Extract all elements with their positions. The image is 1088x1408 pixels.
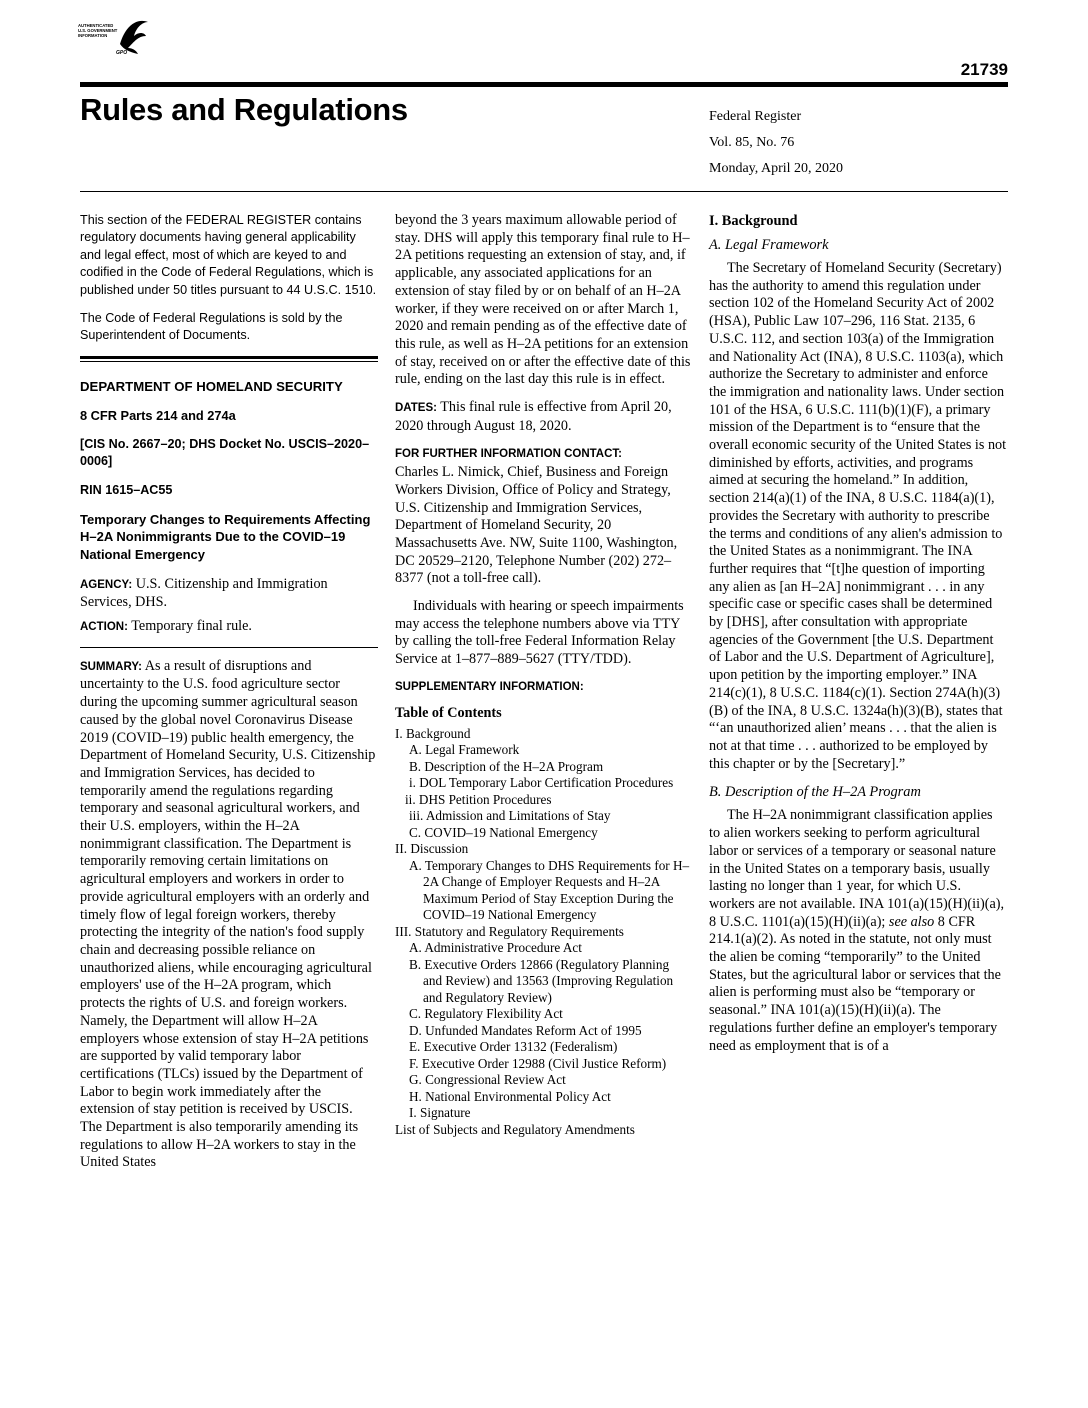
svg-text:U.S. GOVERNMENT: U.S. GOVERNMENT <box>78 28 118 33</box>
toc-heading: Table of Contents <box>395 704 502 721</box>
toc-item: C. Regulatory Flexibility Act <box>409 1006 563 1022</box>
summary-rule <box>80 647 378 648</box>
toc-item: ii. DHS Petition Procedures <box>405 791 552 807</box>
toc-item: E. Executive Order 13132 (Federalism) <box>409 1039 618 1055</box>
toc-item: List of Subjects and Regulatory Amendments <box>395 1121 635 1137</box>
dates-paragraph <box>395 399 691 435</box>
h2a-text-part2: 8 CFR 214.1(a)(2). As noted in the statute, not only must the alien be coming “temporarily” to the United States, but the agricultural labor or services that the alien is performing must also be “temporary or seasonal.” INA 101(a)(15)(H)(ii)(a). The regulations further define an employer's temporary need as employment that is of a <box>709 913 1001 1054</box>
toc-item: G. Congressional Review Act <box>409 1072 566 1088</box>
subsection-heading-h2a-program: B. Description of the H–2A Program <box>709 784 921 801</box>
gpo-authentication-logo <box>76 14 152 58</box>
see-also-italic: see also <box>888 913 935 930</box>
svg-text:INFORMATION: INFORMATION <box>78 33 108 38</box>
svg-text:GPO: GPO <box>116 50 128 56</box>
h2a-text-part1: The H–2A nonimmigrant classification applies to alien workers seeking to perform agricultural labor or services of a temporary or seasonal nature in the United States on a temporary basis, usually lasting no longer than 1 year, for which U.S. workers are not available. INA 101(a)(15)(H)(ii)(a), 8 U.S.C. 1101(a)(15)(H)(ii)(a); <box>709 807 1005 930</box>
toc-item: D. Unfunded Mandates Reform Act of 1995 <box>409 1022 642 1038</box>
table-of-contents <box>395 726 691 1139</box>
toc-item: B. Executive Orders 12866 (Regulatory Planning and Review) and 13563 (Improving Regulation and Regulatory Review) <box>409 956 674 1005</box>
publication-date: Monday, April 20, 2020 <box>709 161 844 176</box>
header-rule <box>80 82 1008 87</box>
section-heading-background: I. Background <box>709 213 798 229</box>
dates-text: This final rule is effective from April 20, 2020 through August 18, 2020. <box>395 399 672 434</box>
toc-item: I. Background <box>395 725 471 741</box>
publication-info <box>709 104 843 182</box>
agency-heading: DEPARTMENT OF HOMELAND SECURITY <box>80 378 343 394</box>
column-1 <box>80 212 378 1172</box>
agency-line <box>80 576 378 612</box>
section-note-p2: The Code of Federal Regulations is sold by the Superintendent of Documents. <box>80 311 343 343</box>
column-3 <box>709 212 1007 1055</box>
summary-paragraph <box>80 658 378 1172</box>
section-title: Rules and Regulations <box>80 92 408 127</box>
double-rule <box>80 356 378 362</box>
action-line <box>80 618 378 637</box>
rin-number: RIN 1615–AC55 <box>80 482 173 497</box>
summary-label: SUMMARY: <box>80 660 142 673</box>
summary-text: As a result of disruptions and uncertainty to the U.S. food agriculture sector during the upcoming summer agricultural season caused by the global novel Coronavirus Disease 2019 (COVID–19) public health emergency, the Department of Homeland Security, U.S. Citizenship and Immigration Services, has decided to temporarily amend the regulations regarding temporary and seasonal agricultural workers, and their U.S. employers, within the H–2A nonimmigrant classification. The Department is temporarily removing certain limitations on agricultural employers and workers in order to provide agricultural employers with an orderly and timely flow of legal foreign workers, thereby protecting the integrity of the nation's food supply chain and decreasing possible reliance on unauthorized aliens, while encouraging agricultural employers' use of the H–2A program, which protects the rights of U.S. and foreign workers. Namely, the Department will allow H–2A employers whose extension of stay H–2A petitions are supported by valid temporary labor certifications (TLCs) issued by the Department of Labor to begin work immediately after the extension of stay petition is received by USCIS. The Department is also temporarily amending its regulations to allow H–2A workers to stay in the United States <box>80 657 376 1171</box>
subsection-heading-legal-framework: A. Legal Framework <box>709 237 829 253</box>
toc-item: I. Signature <box>409 1105 471 1121</box>
toc-item: i. DOL Temporary Labor Certification Procedures <box>409 775 674 791</box>
page-number: 21739 <box>960 60 1008 79</box>
contact-text: Charles L. Nimick, Chief, Business and Foreign Workers Division, Office of Policy and Strategy, U.S. Citizenship and Immigration Services, Department of Homeland Security, 20 Massachusetts Ave. NW, Suite 1100, Washington, DC 20529–2120, Telephone Number (202) 272–8377 (not a toll-free call). <box>395 464 678 587</box>
action-label: ACTION: <box>80 621 128 634</box>
toc-item: A. Temporary Changes to DHS Requirements for H–2A Change of Employer Requests and H–2A Maximum Period of Stay Exception During the COVID–19 National Emergency <box>409 857 690 923</box>
svg-text:AUTHENTICATED: AUTHENTICATED <box>78 23 114 28</box>
h2a-program-paragraph <box>709 807 1007 1055</box>
section-note <box>80 212 378 345</box>
column-2 <box>395 212 691 1138</box>
toc-item: A. Legal Framework <box>409 742 520 758</box>
toc-item: iii. Admission and Limitations of Stay <box>409 808 611 824</box>
toc-item: A. Administrative Procedure Act <box>409 940 582 956</box>
cfr-parts: 8 CFR Parts 214 and 274a <box>80 407 236 423</box>
agency-text: U.S. Citizenship and Immigration Services, DHS. <box>80 575 328 611</box>
contact-label: FOR FURTHER INFORMATION CONTACT: <box>395 448 622 461</box>
tty-paragraph: Individuals with hearing or speech impairments may access the telephone numbers above via TTY by calling the toll-free Federal Information Relay Service at 1–877–889–5627 (TTY/TDD). <box>395 598 684 668</box>
contact-paragraph <box>395 445 691 588</box>
header-divider <box>80 191 1008 192</box>
volume-number: Vol. 85, No. 76 <box>709 135 795 150</box>
toc-item: H. National Environmental Policy Act <box>409 1088 611 1104</box>
docket-number: [CIS No. 2667–20; DHS Docket No. USCIS–2020–0006] <box>80 436 370 468</box>
toc-item: III. Statutory and Regulatory Requirements <box>395 923 624 939</box>
toc-item: C. COVID–19 National Emergency <box>409 824 598 840</box>
summary-continued: beyond the 3 years maximum allowable period of stay. DHS will apply this temporary final rule to H–2A petitions requesting an extension of stay, and, if applicable, any associated applications for an extension of stay filed by or on behalf of an H–2A worker, if they were received on or after March 1, 2020 and remain pending as of the effective date of this rule, as well as H–2A petitions for an extension of stay, received on or after the effective date of this rule, ending on the last day this rule is in effect. <box>395 212 691 388</box>
publication-name: Federal Register <box>709 109 802 124</box>
action-text: Temporary final rule. <box>131 618 252 635</box>
supplementary-label: SUPPLEMENTARY INFORMATION: <box>395 680 584 693</box>
toc-item: B. Description of the H–2A Program <box>409 758 604 774</box>
agency-label: AGENCY: <box>80 578 133 591</box>
section-note-p1: This section of the FEDERAL REGISTER contains regulatory documents having general applicability and legal effect, most of which are keyed to and codified in the Code of Federal Regulations, which is published under 50 titles pursuant to 44 U.S.C. 1510. <box>80 213 377 297</box>
toc-item: II. Discussion <box>395 841 469 857</box>
document-title: Temporary Changes to Requirements Affecting H–2A Nonimmigrants Due to the COVID–19 National Emergency <box>80 511 371 563</box>
legal-framework-paragraph: The Secretary of Homeland Security (Secretary) has the authority to amend this regulation under section 102 of the Homeland Security Act of 2002 (HSA), Public Law 107–296, 116 Stat. 2135, 6 U.S.C. 112, and section 103(a) of the Immigration and Nationality Act (INA), 8 U.S.C. 1103(a), which authorize the Secretary to administer and enforce the immigration and nationality laws. Under section 101 of the HSA, 6 U.S.C. 111(b)(1)(F), a primary mission of the Department is to “ensure that the overall economic security of the United States is not diminished by efforts, activities, and programs aimed at securing the homeland.” In addition, section 214(a)(1) of the INA, 8 U.S.C. 1184(a)(1), provides the Secretary with authority to prescribe the terms and conditions of any alien's admission to the United States as a nonimmigrant. The INA further requires that “[t]he question of importing any alien as [an H–2A] nonimmigrant . . . in any specific case or specific cases shall be determined by [DHS], after consultation with appropriate agencies of the Government [the U.S. Department of Labor and the U.S. Department of Agriculture], upon petition by the importing employer.” INA 214(c)(1), 8 U.S.C. 1184(c)(1). Section 274A(h)(3)(B) of the INA, 8 U.S.C. 1324a(h)(3)(B), states that “‘an unauthorized alien’ means . . . that the alien is not at that time . . . authorized to be employed by this chapter or by the [Secretary].” <box>709 260 1007 772</box>
toc-item: F. Executive Order 12988 (Civil Justice Reform) <box>409 1055 667 1071</box>
dates-label: DATES: <box>395 402 437 415</box>
